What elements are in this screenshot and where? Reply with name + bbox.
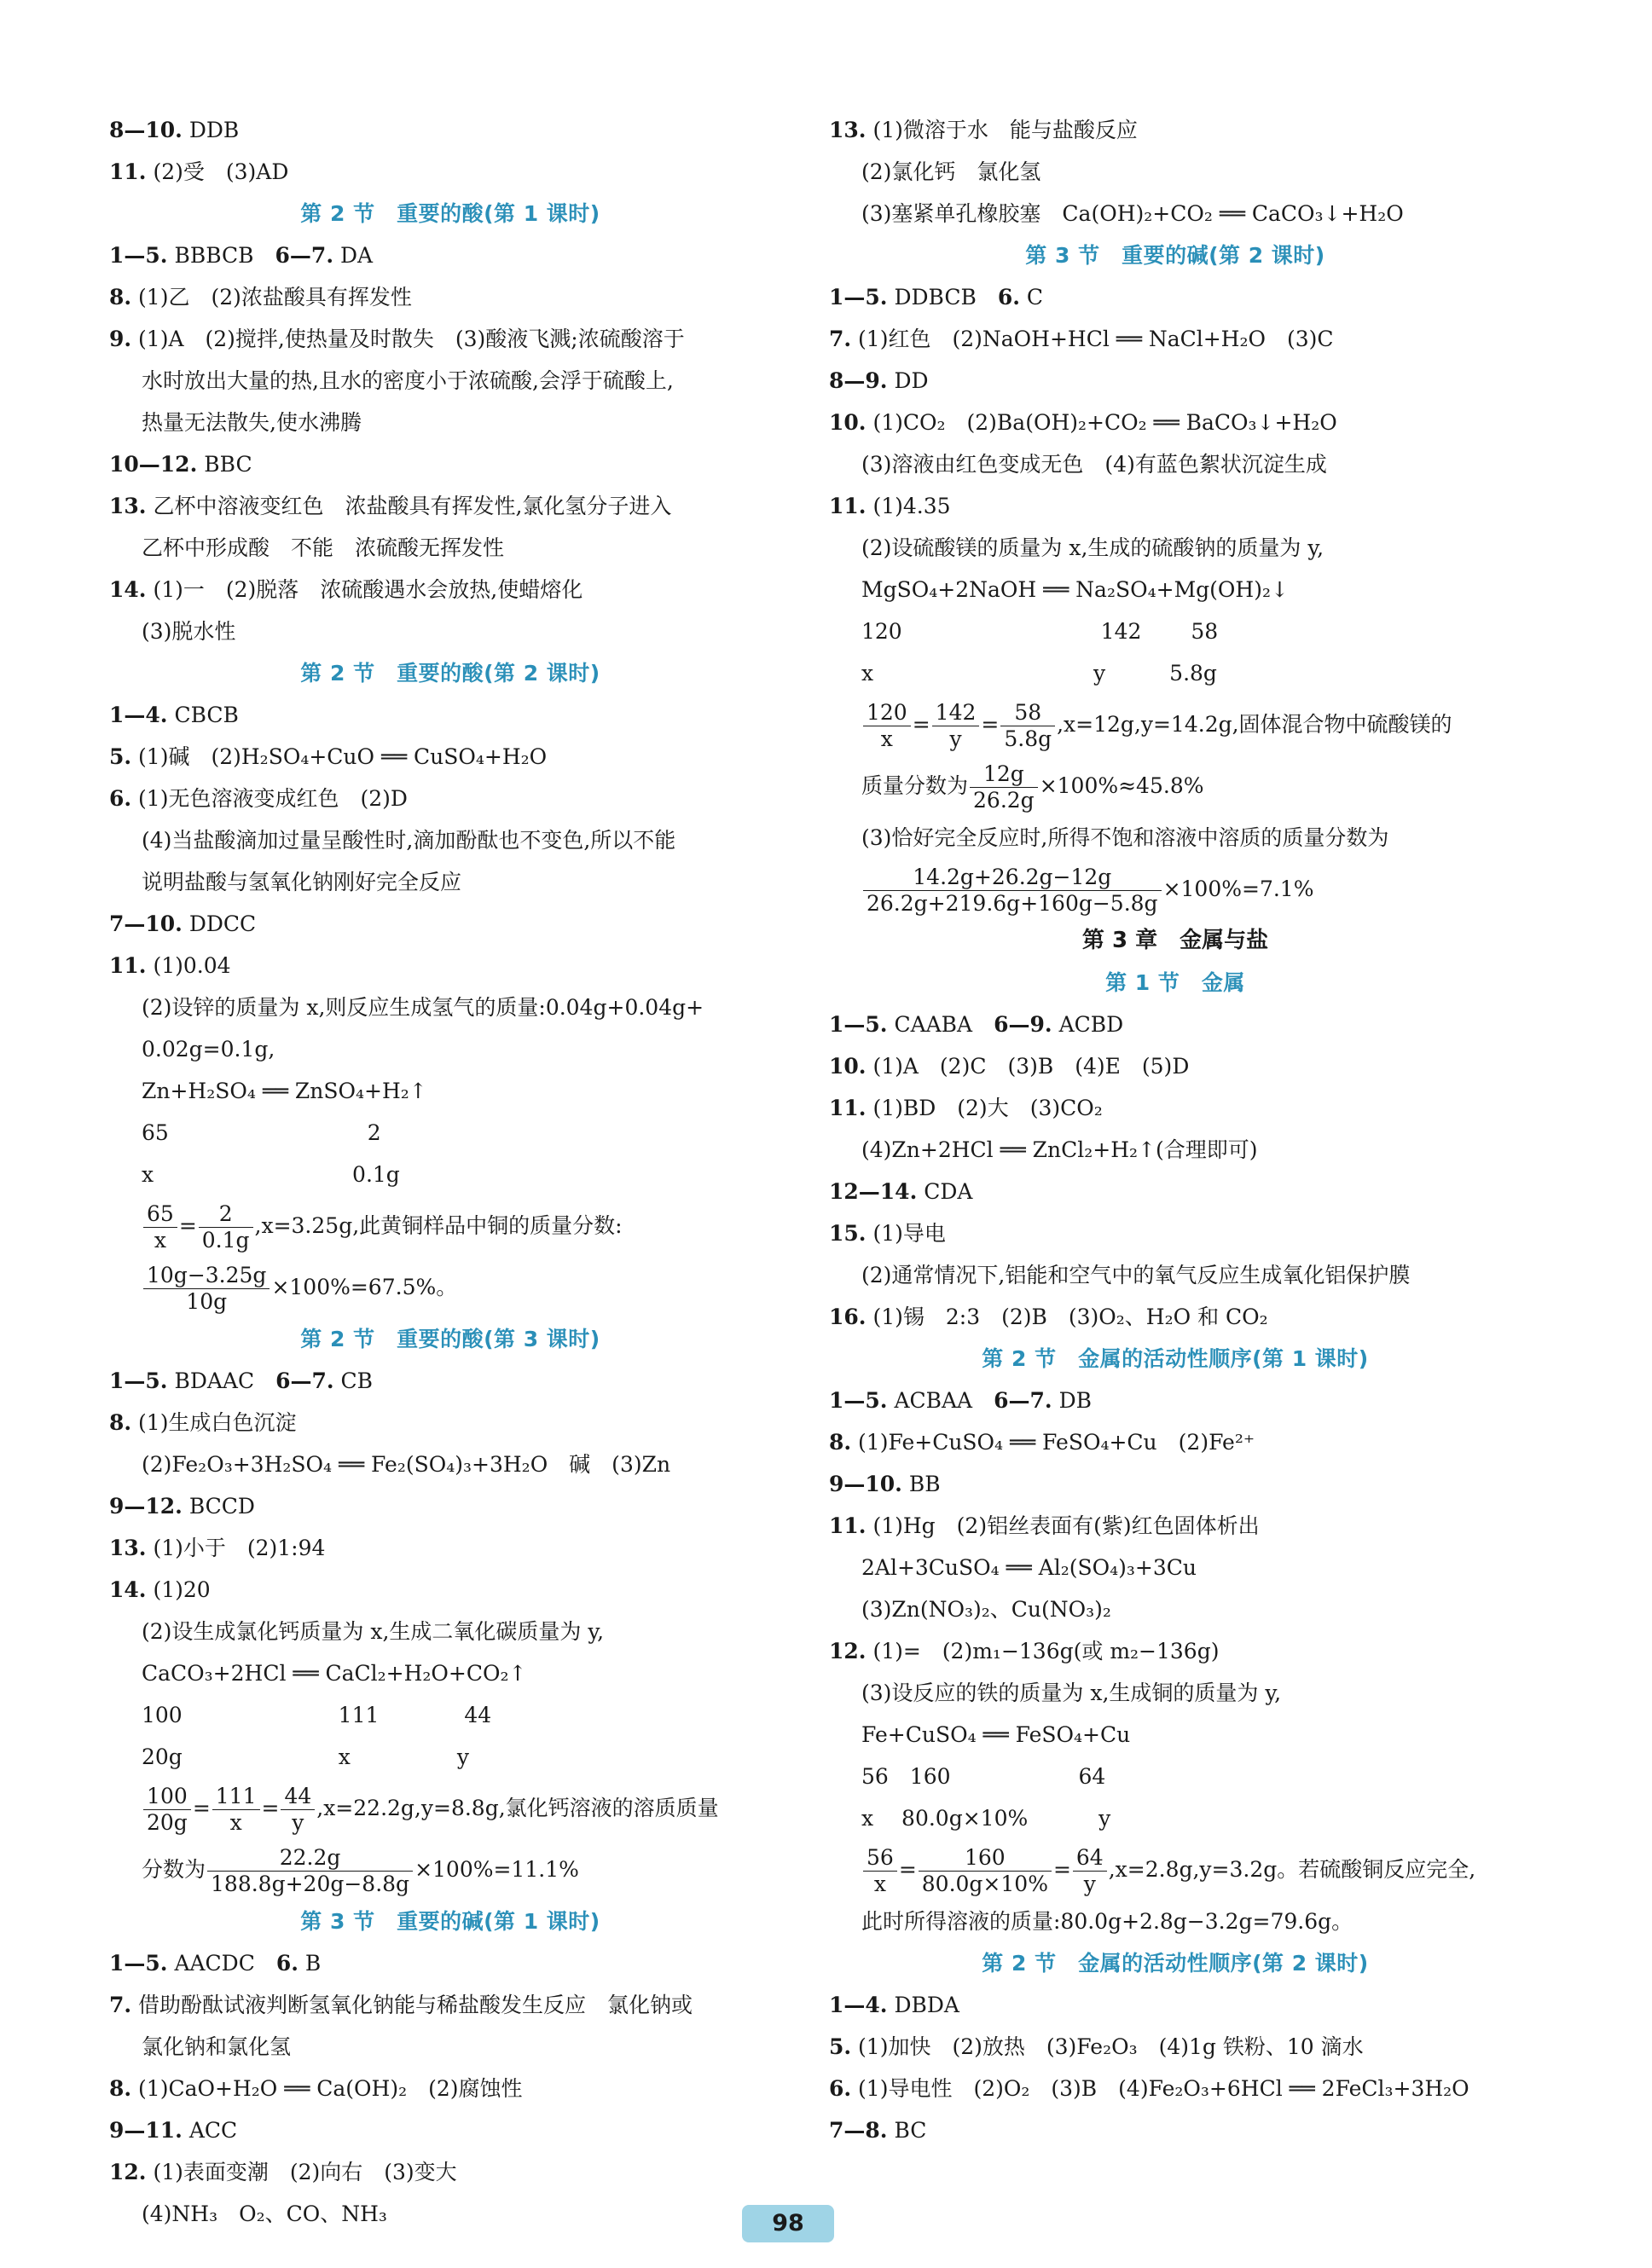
answer-text: (1)Fe+CuSO₄ ══ FeSO₄+Cu (2)Fe²⁺ <box>851 1430 1255 1455</box>
question-number: 11. <box>109 159 147 184</box>
answer-line <box>109 1402 791 1444</box>
answer-line <box>109 569 791 610</box>
answer-continuation: (2)设生成氯化钙质量为 x,生成二氧化碳质量为 y, <box>142 1619 605 1644</box>
equation-line: Zn+H₂SO₄ ══ ZnSO₄+H₂↑ <box>142 1079 427 1103</box>
answer-text: BB <box>901 1472 941 1496</box>
numerator: 100 <box>143 1784 191 1810</box>
answer-line <box>829 1984 1522 2026</box>
answer-text: BC <box>887 2118 927 2143</box>
fraction <box>863 700 911 752</box>
answer-text: DDBCB <box>887 285 998 310</box>
answer-text: (1)Hg (2)铝丝表面有(紫)红色固体析出 <box>866 1513 1260 1538</box>
question-number: 13. <box>109 494 147 518</box>
answer-text: AACDC <box>167 1951 276 1976</box>
answer-text: (1)导电性 (2)O₂ (3)B (4)Fe₂O₃+6HCl ══ 2FeCl₃+3H₂O <box>851 2076 1469 2101</box>
question-number: 7—10. <box>109 911 183 936</box>
answer-continuation: (3)脱水性 <box>142 619 236 644</box>
question-number: 12. <box>829 1639 867 1663</box>
answer-text: CBCB <box>167 703 239 727</box>
answer-line <box>829 1630 1522 1672</box>
answer-text: ,x=3.25g,此黄铜样品中铜的质量分数: <box>254 1213 623 1238</box>
answer-line <box>829 485 1522 527</box>
numerator: 14.2g+26.2g−12g <box>863 865 1162 891</box>
question-number: 1—4. <box>829 1993 888 2017</box>
question-number: 5. <box>829 2034 852 2059</box>
question-number: 1—5. <box>829 1012 888 1037</box>
answer-text: DA <box>333 243 374 268</box>
fraction <box>1073 1845 1107 1897</box>
answer-line <box>109 1984 791 2026</box>
question-number: 1—4. <box>109 703 168 727</box>
right-column <box>829 109 1522 2151</box>
answer-line <box>829 1296 1522 1338</box>
answer-text: CB <box>333 1368 374 1393</box>
question-number: 1—5. <box>109 1951 168 1976</box>
answer-text: 借助酚酞试液判断氢氧化钠能与稀盐酸发生反应 氯化钠或 <box>131 1993 693 2017</box>
answer-text: (1)加快 (2)放热 (3)Fe₂O₃ (4)1g 铁粉、10 滴水 <box>851 2034 1364 2059</box>
answer-line <box>829 2068 1522 2109</box>
question-number: 8. <box>829 1430 852 1455</box>
equation-line: 100 111 44 <box>142 1703 492 1727</box>
fraction-line <box>829 755 1522 817</box>
answer-line <box>109 694 791 736</box>
answer-text: (1)无色溶液变成红色 (2)D <box>131 786 408 811</box>
equation-line: 2Al+3CuSO₄ ══ Al₂(SO₄)₃+3Cu <box>861 1555 1197 1580</box>
numerator: 12g <box>970 761 1038 788</box>
answer-text: DDCC <box>182 911 257 936</box>
answer-continuation: (3)恰好完全反应时,所得不饱和溶液中溶质的质量分数为 <box>861 825 1389 850</box>
question-number: 13. <box>829 118 867 142</box>
left-column <box>109 109 791 2235</box>
equation-line: 20g x y <box>142 1744 469 1769</box>
answer-text: ×100%=11.1% <box>414 1857 579 1882</box>
answer-text: ,x=2.8g,y=3.2g。若硫酸铜反应完全, <box>1108 1857 1476 1882</box>
question-number: 9. <box>109 327 132 351</box>
answer-text: DB <box>1052 1388 1092 1413</box>
section-heading: 第 2 节 金属的活动性顺序(第 2 课时) <box>982 1951 1369 1976</box>
answer-text: DDB <box>182 118 240 142</box>
section-heading: 第 2 节 重要的酸(第 1 课时) <box>300 201 600 226</box>
equals-sign: = <box>178 1213 197 1238</box>
question-number: 5. <box>109 744 132 769</box>
question-number: 11. <box>829 494 867 518</box>
equation-line: CaCO₃+2HCl ══ CaCl₂+H₂O+CO₂↑ <box>142 1661 527 1686</box>
answer-line <box>109 276 791 318</box>
denominator: x <box>873 1872 886 1896</box>
answer-text: ×100%≈45.8% <box>1039 773 1204 798</box>
answer-line <box>109 945 791 986</box>
question-number: 10. <box>829 1054 867 1079</box>
section-heading: 第 2 节 金属的活动性顺序(第 1 课时) <box>982 1346 1369 1371</box>
answer-line <box>829 1171 1522 1212</box>
question-number: 6. <box>275 1951 299 1976</box>
fraction <box>212 1784 260 1836</box>
answer-text: (1)= (2)m₁−136g(或 m₂−136g) <box>866 1639 1220 1663</box>
question-number: 1—5. <box>109 1368 168 1393</box>
numerator: 22.2g <box>207 1845 413 1872</box>
denominator: 26.2g <box>973 788 1035 813</box>
answer-text: ×100%=67.5%。 <box>271 1275 458 1299</box>
answer-text: C <box>1019 285 1044 310</box>
denominator: x <box>880 726 893 751</box>
answer-text: DBDA <box>887 1993 959 2017</box>
fraction-line <box>109 1195 791 1257</box>
fraction <box>199 1201 253 1253</box>
question-number: 7. <box>109 1993 132 2017</box>
answer-line <box>829 360 1522 402</box>
answer-line <box>109 1360 791 1402</box>
answer-continuation: (3)设反应的铁的质量为 x,生成铜的质量为 y, <box>861 1681 1282 1705</box>
answer-continuation: (4)Zn+2HCl ══ ZnCl₂+H₂↑(合理即可) <box>861 1137 1258 1162</box>
numerator: 65 <box>143 1201 177 1228</box>
answer-continuation: (2)通常情况下,铝能和空气中的氧气反应生成氧化铝保护膜 <box>861 1263 1411 1287</box>
section-heading: 第 1 节 金属 <box>1105 970 1245 995</box>
answer-text: B <box>298 1951 322 1976</box>
answer-text: 质量分数为 <box>861 773 969 798</box>
answer-continuation: 说明盐酸与氢氧化钠刚好完全反应 <box>142 870 462 894</box>
chapter-heading: 第 3 章 金属与盐 <box>1081 928 1269 953</box>
answer-continuation: (2)设锌的质量为 x,则反应生成氢气的质量:0.04g+0.04g+ <box>142 995 704 1020</box>
question-number: 11. <box>829 1513 867 1538</box>
numerator: 56 <box>863 1845 897 1872</box>
numerator: 120 <box>863 700 911 726</box>
fraction-line <box>109 1839 791 1901</box>
answer-line <box>829 1212 1522 1254</box>
answer-text: BDAAC <box>167 1368 276 1393</box>
numerator: 111 <box>212 1784 260 1810</box>
section-heading: 第 3 节 重要的碱(第 1 课时) <box>300 1909 600 1934</box>
answer-text: (1)4.35 <box>866 494 951 518</box>
numerator: 2 <box>199 1201 253 1228</box>
numerator: 44 <box>281 1784 315 1810</box>
answer-text: ×100%=7.1% <box>1162 877 1314 901</box>
answer-text: (1)导电 <box>866 1221 946 1246</box>
question-number: 6—7. <box>275 243 334 268</box>
answer-line <box>829 276 1522 318</box>
answer-line <box>109 234 791 276</box>
page-number: 98 <box>742 2205 834 2242</box>
question-number: 9—10. <box>829 1472 902 1496</box>
answer-continuation: 水时放出大量的热,且水的密度小于浓硫酸,会浮于硫酸上, <box>142 368 674 393</box>
answer-continuation: 0.02g=0.1g, <box>142 1037 275 1062</box>
question-number: 8—9. <box>829 368 888 393</box>
answer-text: (1)BD (2)大 (3)CO₂ <box>866 1096 1103 1120</box>
question-number: 12. <box>109 2160 147 2184</box>
equation-line: x y 5.8g <box>861 661 1217 686</box>
section-heading: 第 2 节 重要的酸(第 3 课时) <box>300 1327 600 1351</box>
denominator: 80.0g×10% <box>921 1872 1048 1896</box>
denominator: 20g <box>147 1810 188 1835</box>
answer-text: (1)A (2)C (3)B (4)E (5)D <box>866 1054 1190 1079</box>
answer-text: ACC <box>182 2118 238 2143</box>
fraction <box>863 865 1162 917</box>
fraction <box>143 1263 270 1315</box>
question-number: 11. <box>829 1096 867 1120</box>
answer-continuation: (4)NH₃ O₂、CO、NH₃ <box>142 2201 387 2226</box>
question-number: 7—8. <box>829 2118 888 2143</box>
fraction <box>143 1784 191 1836</box>
answer-text: 分数为 <box>142 1857 206 1882</box>
answer-text: (1)乙 (2)浓盐酸具有挥发性 <box>131 285 412 310</box>
answer-text: (1)表面变潮 (2)向右 (3)变大 <box>146 2160 457 2184</box>
numerator: 160 <box>919 1845 1052 1872</box>
answer-line <box>109 778 791 819</box>
fraction-line: $\frac{120}{x}$ = $\frac{142}{y}$ = $\frac{58}{5.8g}$ ,x=12g,y=14.2g,固体混合物中硫酸镁的 <box>829 694 1522 755</box>
fraction <box>863 1845 897 1897</box>
numerator: 58 <box>1000 700 1055 726</box>
fraction <box>932 700 980 752</box>
question-number: 11. <box>109 953 147 978</box>
answer-line <box>829 1380 1522 1421</box>
answer-continuation: (2)Fe₂O₃+3H₂SO₄ ══ Fe₂(SO₄)₃+3H₂O 碱 (3)Zn <box>142 1452 671 1477</box>
answer-line <box>829 109 1522 151</box>
answer-line <box>109 2068 791 2109</box>
fraction <box>970 761 1038 813</box>
section-heading: 第 3 节 重要的碱(第 2 课时) <box>1025 243 1325 268</box>
answer-line <box>109 1942 791 1984</box>
answer-line <box>829 1004 1522 1045</box>
fraction <box>143 1201 177 1253</box>
question-number: 1—5. <box>829 1388 888 1413</box>
denominator: 0.1g <box>201 1228 250 1253</box>
answer-text: CAABA <box>887 1012 994 1037</box>
answer-text: (1)20 <box>146 1577 211 1602</box>
question-number: 9—11. <box>109 2118 183 2143</box>
question-number: 9—12. <box>109 1494 183 1519</box>
equation-line: x 80.0g×10% y <box>861 1806 1111 1831</box>
answer-continuation: 此时所得溶液的质量:80.0g+2.8g−3.2g=79.6g。 <box>861 1909 1353 1934</box>
answer-continuation: (3)溶液由红色变成无色 (4)有蓝色絮状沉淀生成 <box>861 452 1327 477</box>
answer-continuation: (3)塞紧单孔橡胶塞 Ca(OH)₂+CO₂ ══ CaCO₃↓+H₂O <box>861 201 1404 226</box>
answer-text: DD <box>887 368 929 393</box>
answer-line <box>829 1421 1522 1463</box>
answer-continuation: (4)当盐酸滴加过量呈酸性时,滴加酚酞也不变色,所以不能 <box>142 828 676 853</box>
answer-line <box>109 443 791 485</box>
answer-text: ACBD <box>1052 1012 1124 1037</box>
answer-text: (1)红色 (2)NaOH+HCl ══ NaCl+H₂O (3)C <box>851 327 1334 351</box>
answer-text: (1)小于 (2)1:94 <box>146 1536 326 1560</box>
answer-text: BBBCB <box>167 243 275 268</box>
answer-line <box>109 151 791 193</box>
denominator: 5.8g <box>1004 726 1052 751</box>
answer-continuation: 热量无法散失,使水沸腾 <box>142 410 362 435</box>
answer-line <box>829 2109 1522 2151</box>
answer-continuation: (2)设硫酸镁的质量为 x,生成的硫酸钠的质量为 y, <box>861 535 1324 560</box>
denominator: y <box>292 1810 304 1835</box>
answer-text: BBC <box>197 452 252 477</box>
answer-line <box>829 402 1522 443</box>
denominator: x <box>229 1810 242 1835</box>
numerator: 142 <box>932 700 980 726</box>
answer-line <box>829 318 1522 360</box>
section-heading: 第 2 节 重要的酸(第 2 课时) <box>300 661 600 686</box>
answer-continuation: 乙杯中形成酸 不能 浓硫酸无挥发性 <box>142 535 505 560</box>
equation-line: 56 160 64 <box>861 1764 1106 1789</box>
question-number: 6. <box>997 285 1020 310</box>
answer-line <box>109 736 791 778</box>
question-number: 6—7. <box>275 1368 334 1393</box>
fraction <box>919 1845 1052 1897</box>
answer-line <box>109 1569 791 1611</box>
question-number: 16. <box>829 1305 867 1329</box>
answer-line <box>109 485 791 527</box>
question-number: 15. <box>829 1221 867 1246</box>
question-number: 14. <box>109 1577 147 1602</box>
question-number: 14. <box>109 577 147 602</box>
answer-line <box>829 1087 1522 1129</box>
answer-text: (1)CO₂ (2)Ba(OH)₂+CO₂ ══ BaCO₃↓+H₂O <box>866 410 1337 435</box>
fraction-line <box>109 1257 791 1318</box>
fraction-line: $\frac{100}{20g}$ = $\frac{111}{x}$ = $\frac{44}{y}$ ,x=22.2g,y=8.8g,氯化钙溶液的溶质质量 <box>109 1778 791 1839</box>
answer-line <box>109 903 791 945</box>
question-number: 6. <box>829 2076 852 2101</box>
answer-text: ACBAA <box>887 1388 994 1413</box>
question-number: 10. <box>829 410 867 435</box>
answer-line <box>829 1463 1522 1505</box>
fraction <box>1000 700 1055 752</box>
answer-text: ,x=22.2g,y=8.8g,氯化钙溶液的溶质质量 <box>316 1796 719 1820</box>
fraction <box>281 1784 315 1836</box>
answer-text: (2)受 (3)AD <box>146 159 289 184</box>
answer-line <box>109 2109 791 2151</box>
answer-line <box>109 1485 791 1527</box>
question-number: 8. <box>109 1410 132 1435</box>
question-number: 1—5. <box>109 243 168 268</box>
answer-text: (1)生成白色沉淀 <box>131 1410 297 1435</box>
answer-continuation: (2)氯化钙 氯化氢 <box>861 159 1041 184</box>
answer-text: (1)A (2)搅拌,使热量及时散失 (3)酸液飞溅;浓硫酸溶于 <box>131 327 685 351</box>
question-number: 6—7. <box>994 1388 1052 1413</box>
equation-line: x 0.1g <box>142 1162 400 1187</box>
answer-text: (1)碱 (2)H₂SO₄+CuO ══ CuSO₄+H₂O <box>131 744 548 769</box>
answer-line <box>829 1505 1522 1547</box>
answer-line <box>109 2151 791 2193</box>
answer-line <box>109 318 791 360</box>
question-number: 6—9. <box>994 1012 1052 1037</box>
denominator: 26.2g+219.6g+160g−5.8g <box>867 891 1158 916</box>
question-number: 8. <box>109 285 132 310</box>
answer-text: (1)微溶于水 能与盐酸反应 <box>866 118 1138 142</box>
answer-text: CDA <box>917 1179 973 1204</box>
numerator: 64 <box>1073 1845 1107 1872</box>
equation-line: MgSO₄+2NaOH ══ Na₂SO₄+Mg(OH)₂↓ <box>861 577 1289 602</box>
fraction-line: $\frac{56}{x}$ = $\frac{160}{80.0g\times 10\%}$ = $\frac{64}{y}$ ,x=2.8g,y=3.2g。若硫酸铜反应完全, <box>829 1839 1522 1901</box>
answer-text: BCCD <box>182 1494 255 1519</box>
question-number: 12—14. <box>829 1179 918 1204</box>
fraction-line <box>829 859 1522 920</box>
question-number: 13. <box>109 1536 147 1560</box>
answer-text: (1)一 (2)脱落 浓硫酸遇水会放热,使蜡熔化 <box>146 577 583 602</box>
denominator: 10g <box>186 1289 228 1314</box>
answer-text: (1)锡 2:3 (2)B (3)O₂、H₂O 和 CO₂ <box>866 1305 1268 1329</box>
answer-text: ,x=12g,y=14.2g,固体混合物中硫酸镁的 <box>1057 712 1452 737</box>
denominator: y <box>1083 1872 1096 1896</box>
question-number: 10—12. <box>109 452 198 477</box>
question-number: 8—10. <box>109 118 183 142</box>
answer-line <box>109 109 791 151</box>
answer-text: 乙杯中溶液变红色 浓盐酸具有挥发性,氯化氢分子进入 <box>146 494 672 518</box>
denominator: x <box>154 1228 166 1253</box>
answer-line <box>829 2026 1522 2068</box>
question-number: 7. <box>829 327 852 351</box>
answer-continuation: (3)Zn(NO₃)₂、Cu(NO₃)₂ <box>861 1597 1111 1622</box>
answer-text: (1)0.04 <box>146 953 231 978</box>
answer-line <box>829 1045 1522 1087</box>
question-number: 6. <box>109 786 132 811</box>
equation-line: Fe+CuSO₄ ══ FeSO₄+Cu <box>861 1722 1131 1747</box>
answer-line <box>109 1527 791 1569</box>
equation-line: 65 2 <box>142 1120 381 1145</box>
question-number: 1—5. <box>829 285 888 310</box>
denominator: y <box>949 726 962 751</box>
answer-continuation: 氯化钠和氯化氢 <box>142 2034 292 2059</box>
numerator: 10g−3.25g <box>143 1263 270 1289</box>
fraction <box>207 1845 413 1897</box>
answer-text: (1)CaO+H₂O ══ Ca(OH)₂ (2)腐蚀性 <box>131 2076 523 2101</box>
equation-line: 120 142 58 <box>861 619 1219 644</box>
denominator: 188.8g+20g−8.8g <box>211 1872 410 1896</box>
question-number: 8. <box>109 2076 132 2101</box>
